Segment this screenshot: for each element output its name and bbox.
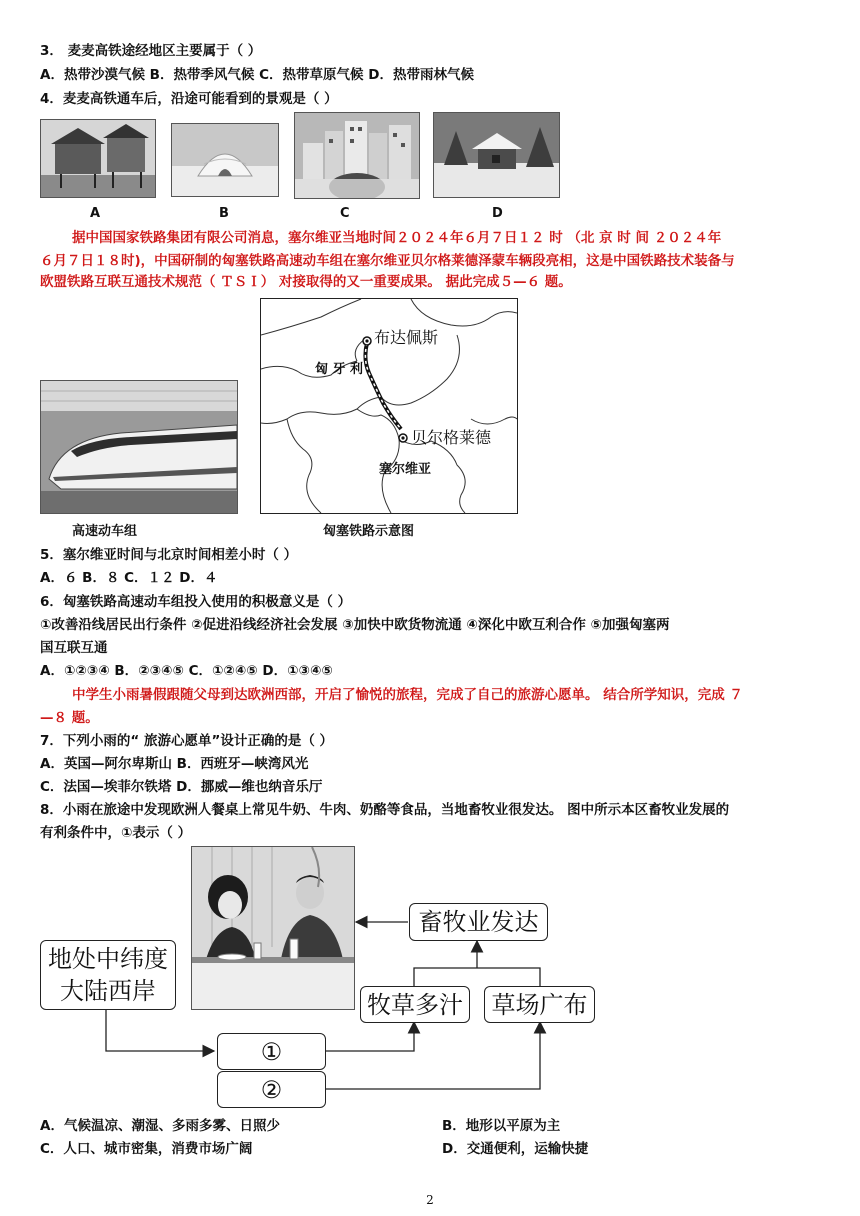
q8-option-a: A．气候温凉、潮湿、多雨多雾、日照少 xyxy=(40,1118,280,1134)
q8-stem-line2: 有利条件中，①表示（ ） xyxy=(40,825,192,841)
q4-stem: 4．麦麦高铁通车后，沿途可能看到的景观是（ ） xyxy=(40,91,338,107)
passage1-line1: 据中国国家铁路集团有限公司消息，塞尔维亚当地时间２０２４年６月７日１２ 时 （北 京 时 间 ２０２４年 xyxy=(72,230,722,246)
passage2-line2: —８ 题。 xyxy=(40,710,99,726)
q5-options: A．６ B．８ C．１２ D．４ xyxy=(40,570,218,586)
flow-box-juicy-grass: 牧草多汁 xyxy=(360,986,470,1023)
q8-option-c: C．人口、城市密集，消费市场广阔 xyxy=(40,1141,253,1157)
q8-option-d: D．交通便利，运输快捷 xyxy=(442,1141,589,1157)
q6-options: A．①②③④ B．②③④⑤ C．①②④⑤ D．①③④⑤ xyxy=(40,663,333,679)
flow-box-circle-2: ② xyxy=(217,1071,326,1108)
map-label-belgrade: 贝尔格莱德 xyxy=(411,428,492,447)
passage2-line1: 中学生小雨暑假跟随父母到达欧洲西部，开启了愉悦的旅程，完成了自己的旅游心愿单。 结合所学知识，完成 ７ xyxy=(72,687,743,703)
q4-label-b: B xyxy=(219,206,229,221)
q3-options: A．热带沙漠气候 B．热带季风气候 C．热带草原气候 D．热带雨林气候 xyxy=(40,67,474,83)
flow-box-livestock-developed: 畜牧业发达 xyxy=(409,903,548,941)
q6-stem: 6．匈塞铁路高速动车组投入使用的积极意义是（ ） xyxy=(40,594,352,610)
map-label-serbia: 塞尔维亚 xyxy=(379,462,432,477)
q4-label-c: C xyxy=(340,206,350,221)
flow-left-line1: 地处中纬度 xyxy=(48,945,168,973)
map-label-budapest: 布达佩斯 xyxy=(374,328,439,347)
q8-stem-line1: 8．小雨在旅途中发现欧洲人餐桌上常见牛奶、牛肉、奶酪等食品，当地畜牧业很发达。 图中所示本区畜牧业发展的 xyxy=(40,802,730,818)
q6-items-line2: 国互联互通 xyxy=(40,640,108,656)
caption-map: 匈塞铁路示意图 xyxy=(323,524,415,539)
passage1-line3: 欧盟铁路互联互通技术规范（ ＴＳＩ） 对接取得的又一重要成果。 据此完成５—６ 题。 xyxy=(40,274,572,290)
passage1-line2: ６月７日１８时)，中国研制的匈塞铁路高速动车组在塞尔维亚贝尔格莱德泽蒙车辆段亮相，这是中国铁路技术装备与 xyxy=(40,253,735,269)
map-label-hungary: 匈 牙 利 xyxy=(315,362,364,377)
flow-box-circle-1: ① xyxy=(217,1033,326,1070)
q7-options-line1: A．英国—阿尔卑斯山 B．西班牙—峡湾风光 xyxy=(40,756,309,772)
flow-box-mid-latitude-west-coast xyxy=(40,940,176,1010)
flow-box-wide-pasture: 草场广布 xyxy=(484,986,595,1023)
q4-label-d: D xyxy=(492,206,503,221)
page-number: 2 xyxy=(426,1193,434,1207)
caption-train: 高速动车组 xyxy=(72,524,138,539)
q4-label-a: A xyxy=(90,206,101,221)
q5-stem: 5．塞尔维亚时间与北京时间相差小时（ ） xyxy=(40,547,298,563)
q6-items-line1: ①改善沿线居民出行条件 ②促进沿线经济社会发展 ③加快中欧货物流通 ④深化中欧互利合作 ⑤加强匈塞两 xyxy=(40,617,670,633)
flow-left-line2: 大陆西岸 xyxy=(60,977,156,1005)
q7-stem: 7．下列小雨的“ 旅游心愿单”设计正确的是（ ） xyxy=(40,733,334,749)
q7-options-line2: C．法国—埃菲尔铁塔 D．挪威—维也纳音乐厅 xyxy=(40,779,323,795)
q8-option-b: B．地形以平原为主 xyxy=(442,1118,561,1134)
q3-stem: 3． 麦麦高铁途经地区主要属于（ ） xyxy=(40,43,262,59)
